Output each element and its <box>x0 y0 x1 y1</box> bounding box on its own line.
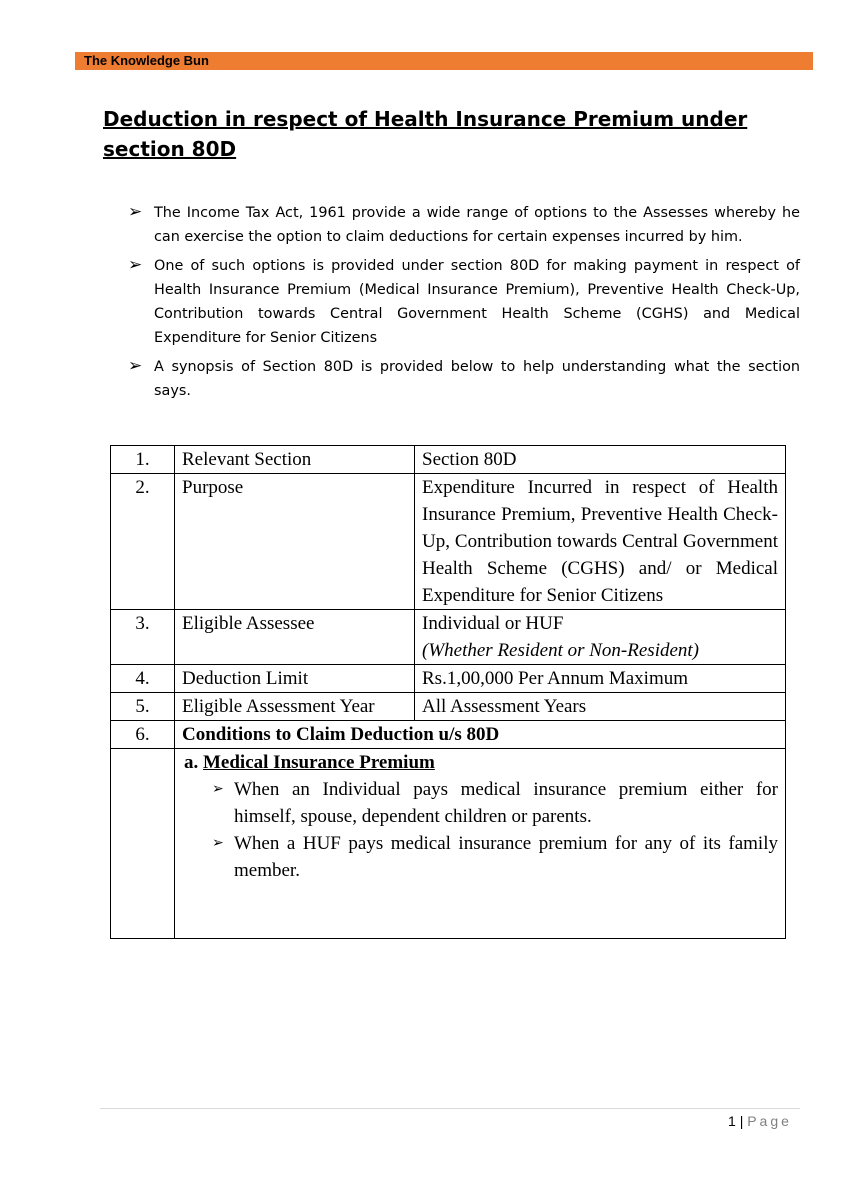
condition-subheading <box>184 749 778 776</box>
row-number: 6. <box>111 721 175 749</box>
arrow-bullet-icon: ➢ <box>128 356 143 376</box>
row-label: Eligible Assessee <box>175 610 415 665</box>
table-row <box>111 610 786 665</box>
footer-divider <box>100 1108 800 1109</box>
intro-bullet <box>128 254 800 350</box>
page-footer <box>728 1113 792 1129</box>
row-number: 3. <box>111 610 175 665</box>
row-number: 1. <box>111 446 175 474</box>
bullet-text: The Income Tax Act, 1961 provide a wide range of options to the Assesses whereby he can exercise the option to claim deductions for certain expenses incurred by him. <box>154 205 800 245</box>
condition-title: Medical Insurance Premium <box>203 752 435 773</box>
row-number: 5. <box>111 693 175 721</box>
row-label: Relevant Section <box>175 446 415 474</box>
page-label: Page <box>747 1113 792 1129</box>
table-row <box>111 749 786 939</box>
intro-bullet <box>128 201 800 249</box>
row-label: Eligible Assessment Year <box>175 693 415 721</box>
row-value <box>415 610 786 665</box>
table-row <box>111 474 786 610</box>
bullet-text: One of such options is provided under section 80D for making payment in respect of Health Insurance Premium (Medical Insurance Premium), Preventive Health Check-Up, Contribution towards Central Government Health Scheme (CGHS) and Medical Expenditure for Senior Citizens <box>154 258 800 346</box>
table-row <box>111 693 786 721</box>
row-label: Purpose <box>175 474 415 610</box>
synopsis-table <box>110 445 786 939</box>
row-number-empty <box>111 749 175 939</box>
header-brand: The Knowledge Bun <box>84 53 209 68</box>
intro-bullet-list <box>128 201 800 408</box>
row-value-note: (Whether Resident or Non-Resident) <box>422 640 700 661</box>
arrow-bullet-icon: ➢ <box>212 781 224 797</box>
arrow-bullet-icon: ➢ <box>128 255 143 275</box>
row-value: Rs.1,00,000 Per Annum Maximum <box>415 665 786 693</box>
condition-point <box>182 776 778 830</box>
intro-bullet <box>128 355 800 403</box>
condition-point-text: When a HUF pays medical insurance premium for any of its family member. <box>234 833 778 881</box>
table-row <box>111 721 786 749</box>
header-bar <box>75 52 813 70</box>
condition-point-text: When an Individual pays medical insurance premium either for himself, spouse, dependent children or parents. <box>234 779 778 827</box>
page-separator: | <box>739 1113 744 1129</box>
row-number: 4. <box>111 665 175 693</box>
page-title: Deduction in respect of Health Insurance Premium under section 80D <box>103 107 748 161</box>
row-value-main: Individual or HUF <box>422 613 564 634</box>
arrow-bullet-icon: ➢ <box>128 202 143 222</box>
row-value: Expenditure Incurred in respect of Health Insurance Premium, Preventive Health Check-Up, Contribution towards Central Government Health Scheme (CGHS) and/ or Medical Expenditure for Senior Citizens <box>415 474 786 610</box>
row-label: Deduction Limit <box>175 665 415 693</box>
conditions-cell <box>175 749 786 939</box>
conditions-heading: Conditions to Claim Deduction u/s 80D <box>175 721 786 749</box>
table-row <box>111 665 786 693</box>
condition-letter: a. <box>184 752 199 773</box>
bullet-text: A synopsis of Section 80D is provided below to help understanding what the section says. <box>154 359 800 399</box>
condition-point <box>182 830 778 884</box>
page-number: 1 <box>728 1113 736 1129</box>
row-value: All Assessment Years <box>415 693 786 721</box>
row-value: Section 80D <box>415 446 786 474</box>
row-number: 2. <box>111 474 175 610</box>
arrow-bullet-icon: ➢ <box>212 835 224 851</box>
table-row <box>111 446 786 474</box>
